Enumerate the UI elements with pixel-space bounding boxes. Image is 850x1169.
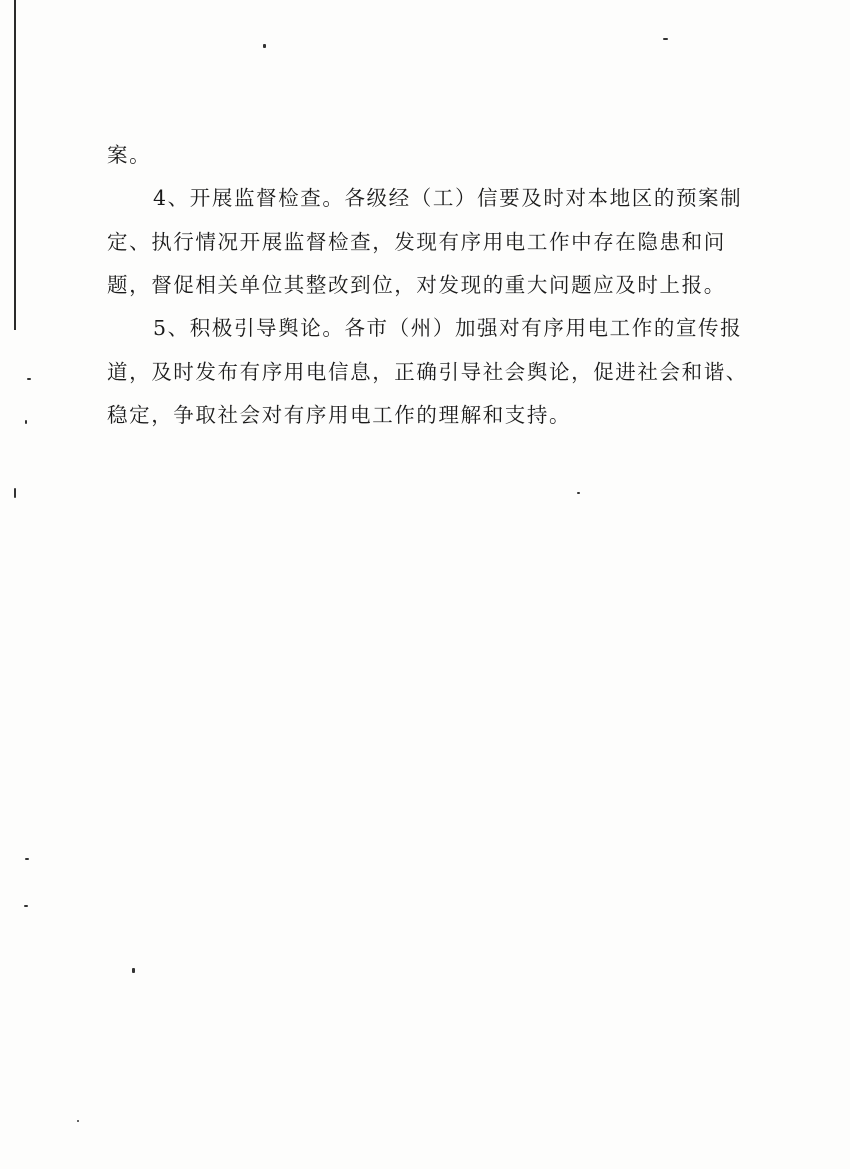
text-line: 道，及时发布有序用电信息，正确引导社会舆论，促进社会和谐、 [107,360,748,384]
scan-speck [27,378,31,380]
text-line: 案。 [107,143,152,167]
text-line: 定、执行情况开展监督检查，发现有序用电工作中存在隐患和问 [107,230,726,254]
scan-speck [25,858,29,860]
scan-speck [25,420,27,424]
scan-speck [132,968,135,973]
scan-speck [577,492,580,494]
text-line: 题，督促相关单位其整改到位，对发现的重大问题应及时上报。 [107,273,726,297]
scan-speck [24,905,28,907]
scan-speck [663,38,668,40]
scan-speck [14,488,16,498]
text-line-item-4: 4、开展监督检查。各级经（工）信要及时对本地区的预案制 [153,186,743,210]
text-line-item-5: 5、积极引导舆论。各市（州）加强对有序用电工作的宣传报 [153,316,743,340]
scan-speck [263,44,266,48]
binding-margin-line [14,0,16,330]
text-line: 稳定，争取社会对有序用电工作的理解和支持。 [107,403,572,427]
scan-speck [77,1120,79,1122]
